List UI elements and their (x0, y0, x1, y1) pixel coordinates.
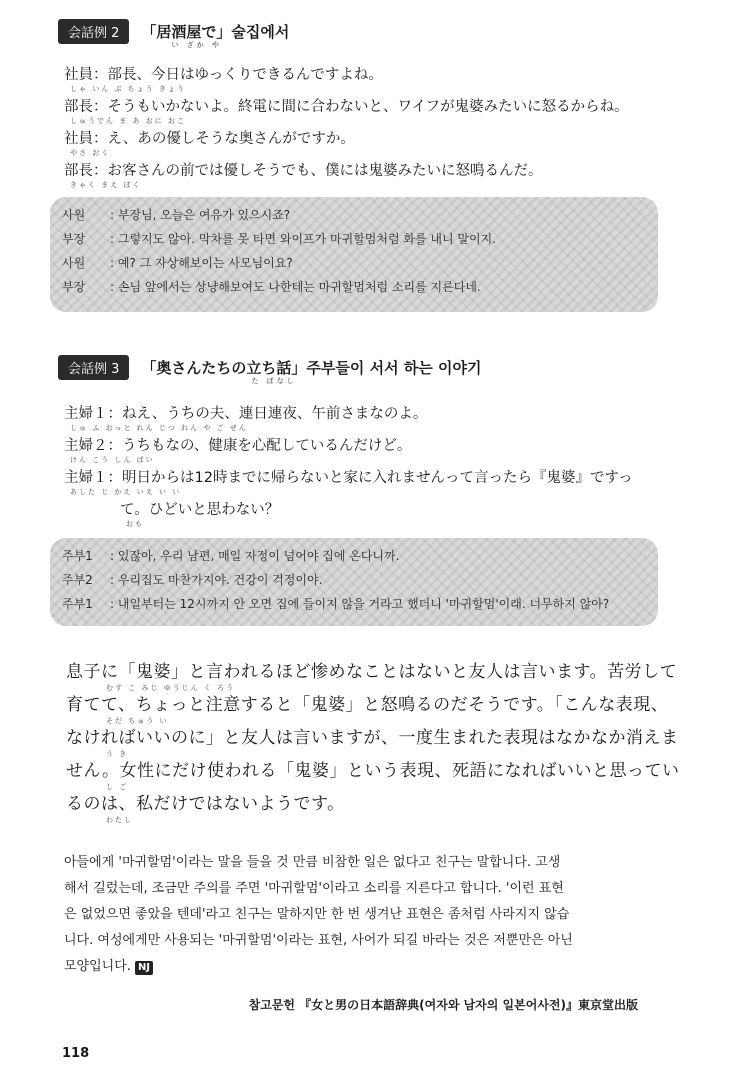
translation-box (50, 197, 658, 312)
translation-line (62, 544, 646, 568)
dialogue-text: 社員：部長、今日はゆっくりできるんですよね。 (64, 67, 383, 83)
translation-text: : 그렇지도 않아. 막차를 못 타면 와이프가 마귀할멈처럼 화를 내니 말이지. (110, 232, 496, 246)
speaker-label: 주부2 (62, 573, 93, 587)
furigana: やさ おく (70, 149, 111, 157)
section-badge: 会話例 3 (58, 355, 129, 380)
title-ruby: た ばなし (251, 376, 297, 385)
translation-text: : 예? 그 자상해보이는 사모님이요? (110, 256, 293, 270)
translation-line (62, 592, 646, 616)
furigana: きゃく まえ ぼく (70, 181, 142, 189)
furigana: わたし (106, 816, 133, 824)
section-badge: 会話例 2 (58, 19, 129, 44)
essay-text: 모양입니다. (64, 959, 131, 974)
furigana: あした じ かえ いえ い い (70, 488, 182, 496)
dialogue-text: 主婦１：明日からは12時までに帰らないと家に入れませんって言ったら『鬼婆』ですっ (64, 470, 633, 486)
translation-text: : 손님 앞에서는 상냥해보여도 나한테는 마귀할멈처럼 소리를 지른다네. (110, 280, 481, 294)
section-title: 「奥さんたちの立ち話」주부들이 서서 하는 이야기 た ばなし (141, 358, 482, 385)
translation-text: : 내일부터는 12시까지 안 오면 집에 들이지 않을 거라고 했더니 '마귀할멈'이래. 너무하지 않아? (110, 597, 610, 611)
dialogue-line (64, 469, 704, 497)
essay-line (64, 876, 684, 902)
dialogue-line (64, 66, 704, 94)
translation-text: : 우리집도 마찬가지야. 건강이 걱정이야. (110, 573, 323, 587)
furigana: しゅうでん ま あ おに おこ (70, 117, 186, 125)
dialogue-text: て。ひどいと思わない？ (120, 502, 280, 518)
page-number: 118 (62, 1046, 90, 1061)
furigana: そだ ちゅう い (106, 717, 169, 725)
furigana: しゅ ふ おっと れん じつ れん や ご ぜん (70, 424, 248, 432)
furigana: おも (126, 520, 144, 528)
speaker-label: 사원 (62, 256, 86, 270)
dialogue-text: 社員：え、あの優しそうな奥さんがですか。 (64, 131, 355, 147)
nj-logo: NJ (135, 961, 153, 975)
dialogue-line (64, 405, 704, 433)
speaker-label: 부장 (62, 280, 86, 294)
reference-citation: 참고문헌 『女と男の日本語辞典(여자와 남자의 일본어사전)』東京堂出版 (248, 998, 638, 1012)
translation-line (62, 275, 646, 299)
dialogue-text: 部長：お客さんの前では優しそうでも、僕には鬼婆みたいに怒鳴るんだ。 (64, 163, 543, 179)
furigana: う き (106, 750, 129, 758)
essay-text: 해서 길렀는데, 조금만 주의를 주면 '마귀할멈'이라고 소리를 지른다고 합니다. '이런 표현 (64, 881, 564, 896)
essay-line: るのは、私だけではないようです。 (66, 794, 345, 814)
section-header (58, 352, 482, 385)
speaker-label: 주부1 (62, 549, 93, 563)
dialogue-text: 主婦１：ねえ、うちの夫、連日連夜、午前さまなのよ。 (64, 406, 428, 422)
translation-line (62, 251, 646, 275)
essay-line (64, 902, 684, 928)
dialogue-text: 主婦２：うちもなの、健康を心配しているんだけど。 (64, 438, 412, 454)
essay-line (64, 850, 684, 876)
furigana: しゃ いん ぶ ちょう きょう (70, 85, 186, 93)
essay-japanese (66, 660, 686, 825)
essay-text: 니다. 여성에게만 사용되는 '마귀할멈'이라는 표현, 사어가 되길 바라는 것은 저뿐만은 아닌 (64, 933, 573, 948)
section-title: 「居酒屋で」술집에서 い ざか や (141, 22, 290, 49)
furigana: むす こ みじ ゆうじん く ろう (106, 684, 236, 692)
speaker-label: 주부1 (62, 597, 93, 611)
translation-text: : 부장님, 오늘은 여유가 있으시죠? (110, 208, 291, 222)
furigana: し ご (106, 783, 129, 791)
dialogue-japanese (64, 66, 704, 194)
dialogue-line (64, 162, 704, 190)
dialogue-line (64, 130, 704, 158)
dialogue-text: 部長：そうもいかないよ。終電に間に合わないと、ワイフが鬼婆みたいに怒るからね。 (64, 99, 629, 115)
translation-text: : 있잖아, 우리 남편, 매일 자정이 넘어야 집에 온다니까. (110, 549, 400, 563)
translation-line (62, 568, 646, 592)
furigana: けん こう しん ぱい (70, 456, 155, 464)
translation-line (62, 203, 646, 227)
dialogue-line (64, 437, 704, 465)
essay-line: 育てて、ちょっと注意すると「鬼婆」と怒鳴るのだそうです。「こんな表現、 (66, 695, 669, 715)
dialogue-japanese (64, 405, 704, 533)
dialogue-line (64, 501, 704, 529)
title-ruby: い ざか や (171, 40, 222, 49)
essay-text: 아들에게 '마귀할멈'이라는 말을 들을 것 만큼 비참한 일은 없다고 친구는 말합니다. 고생 (64, 855, 561, 870)
speaker-label: 부장 (62, 232, 86, 246)
essay-line: なければいいのに」と友人は言いますが、一度生まれた表現はなかなか消えま (66, 728, 679, 748)
essay-line (64, 928, 684, 954)
translation-box (50, 538, 658, 626)
translation-line (62, 227, 646, 251)
essay-korean (64, 850, 684, 980)
essay-line (64, 954, 684, 980)
essay-line: 息子に「鬼婆」と言われるほど惨めなことはないと友人は言います。苦労して (66, 662, 678, 682)
essay-text: 은 없었으면 좋았을 텐데'라고 친구는 말하지만 한 번 생겨난 표현은 좀처럼 사라지지 않습 (64, 907, 570, 922)
speaker-label: 사원 (62, 208, 86, 222)
section-header (58, 16, 290, 49)
dialogue-line (64, 98, 704, 126)
essay-line: せん。女性にだけ使われる「鬼婆」という表現、死語になればいいと思ってい (66, 761, 680, 781)
